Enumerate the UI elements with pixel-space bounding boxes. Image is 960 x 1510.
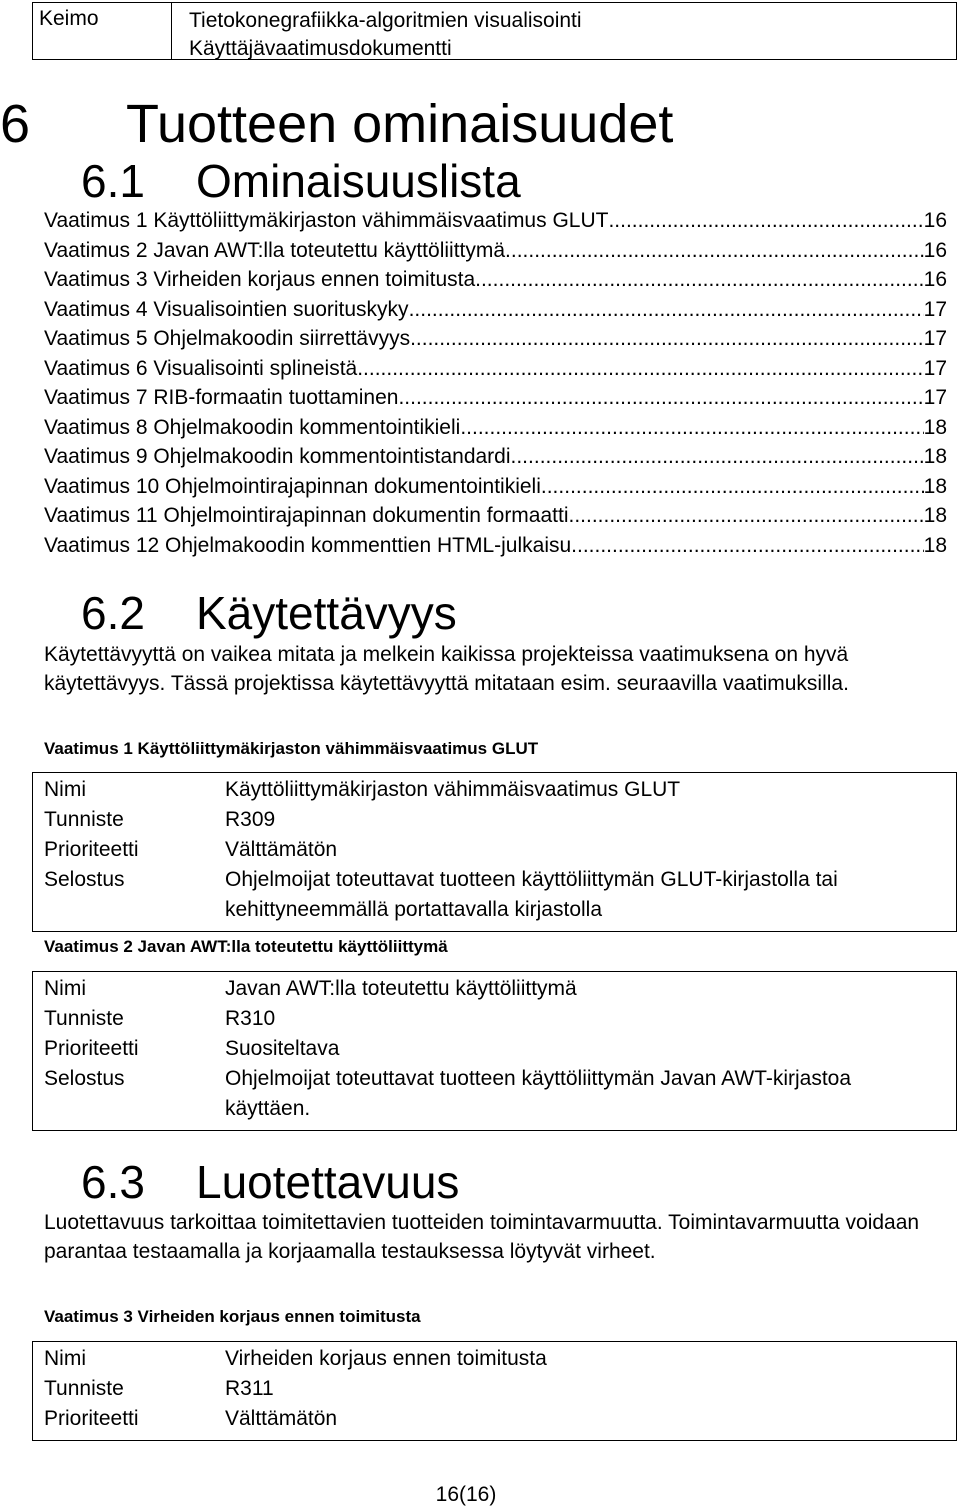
toc-entry[interactable] — [44, 442, 947, 472]
toc-entry-page: 17 — [923, 297, 947, 321]
requirement-row — [33, 1004, 956, 1034]
toc-leader-dots — [505, 236, 924, 266]
requirement-row — [33, 974, 956, 1004]
toc-entry[interactable] — [44, 265, 947, 295]
toc-leader-dots — [511, 442, 924, 472]
header-project-name: Keimo — [39, 7, 99, 30]
toc-entry-page: 18 — [923, 415, 947, 439]
toc-entry-page: 17 — [923, 386, 947, 409]
page-footer — [0, 1483, 960, 1507]
requirement-field-name: Prioriteetti — [44, 1037, 139, 1060]
toc-entry[interactable] — [44, 324, 947, 354]
toc-entry[interactable] — [44, 472, 947, 502]
toc-entry[interactable] — [44, 501, 947, 531]
toc-leader-dots — [608, 206, 923, 236]
requirement-row — [33, 1374, 956, 1404]
header-divider — [171, 3, 172, 59]
section-title: Käytettävyys — [196, 587, 457, 639]
requirement-field-name: Tunniste — [44, 1007, 124, 1030]
requirement-row — [33, 1064, 956, 1124]
section-heading-6-3 — [81, 1155, 460, 1209]
requirement-table-r310 — [32, 971, 957, 1131]
requirement-heading: Vaatimus 3 Virheiden korjaus ennen toimitusta — [44, 1307, 421, 1326]
toc-entry-page: 18 — [923, 504, 947, 527]
header-title-line2: Käyttäjävaatimusdokumentti — [189, 37, 452, 60]
requirement-field-value: Ohjelmoijat toteuttavat tuotteen käyttöliittymän GLUT-kirjastolla tai kehittyneemmällä portattavalla kirjastolla — [225, 868, 838, 921]
requirement-row — [33, 775, 956, 805]
usability-intro: Käytettävyyttä on vaikea mitata ja melkein kaikissa projekteissa vaatimuksena on hyvä käytettävyys. Tässä projektissa käytettävyyttä mitataan esim. seuraavilla vaatimuksilla. — [44, 643, 849, 695]
toc-entry-label: Vaatimus 12 Ohjelmakoodin kommenttien HTML-julkaisu — [44, 533, 572, 557]
toc-entry[interactable] — [44, 383, 947, 413]
toc-entry-label: Vaatimus 9 Ohjelmakoodin kommentointistandardi — [44, 445, 511, 468]
requirement-field-name: Nimi — [44, 778, 86, 801]
requirement-table-r311 — [32, 1341, 957, 1441]
toc-entry-page: 18 — [923, 445, 947, 468]
section-title: Ominaisuuslista — [196, 155, 521, 207]
toc-entry-page: 16 — [923, 268, 947, 291]
requirement-row — [33, 865, 956, 925]
header-title-line1: Tietokonegrafiikka-algoritmien visualisointi — [189, 9, 582, 32]
toc-entry-label: Vaatimus 4 Visualisointien suorituskyky — [44, 297, 409, 321]
toc-entry[interactable] — [44, 295, 947, 325]
requirement-field-value: R311 — [225, 1377, 274, 1400]
requirement-heading: Vaatimus 2 Javan AWT:lla toteutettu käyttöliittymä — [44, 937, 448, 956]
header-document-title — [189, 7, 582, 63]
toc-entry[interactable] — [44, 413, 947, 443]
toc-leader-dots — [409, 295, 924, 325]
requirement-field-name: Selostus — [44, 868, 125, 891]
requirement-row — [33, 1404, 956, 1434]
toc-entry-page: 17 — [923, 356, 947, 380]
toc-entry-label: Vaatimus 3 Virheiden korjaus ennen toimitusta — [44, 268, 476, 291]
toc-entry-label: Vaatimus 7 RIB-formaatin tuottaminen — [44, 386, 399, 409]
requirement-row — [33, 805, 956, 835]
toc-entry-label: Vaatimus 1 Käyttöliittymäkirjaston vähimmäisvaatimus GLUT — [44, 209, 609, 232]
requirement-heading: Vaatimus 1 Käyttöliittymäkirjaston vähimmäisvaatimus GLUT — [44, 739, 539, 758]
chapter-number: 6 — [0, 94, 31, 154]
requirement-field-name: Nimi — [44, 977, 86, 1000]
reliability-intro: Luotettavuus tarkoittaa toimitettavien tuotteiden toimintavarmuutta. Toimintavarmuutta voidaan parantaa testaamalla ja korjaamalla testauksessa löytyvät virheet. — [44, 1211, 920, 1263]
toc-entry-label: Vaatimus 6 Visualisointi splineistä — [44, 356, 358, 380]
requirement-field-value: R309 — [225, 808, 276, 831]
toc-leader-dots — [571, 531, 923, 561]
toc-entry[interactable] — [44, 531, 947, 561]
toc-entry[interactable] — [44, 236, 947, 266]
toc-leader-dots — [410, 324, 924, 354]
section-number: 6.2 — [81, 587, 145, 639]
toc-entry[interactable] — [44, 354, 947, 384]
requirement-field-value: Ohjelmoijat toteuttavat tuotteen käyttöliittymän Javan AWT-kirjastoa käyttäen. — [225, 1067, 852, 1120]
requirement-field-value: Välttämätön — [225, 1407, 338, 1430]
page-header — [32, 2, 957, 60]
toc-entry-label: Vaatimus 8 Ohjelmakoodin kommentointikieli — [44, 415, 461, 439]
toc-leader-dots — [541, 472, 924, 502]
toc-leader-dots — [569, 501, 924, 531]
requirement-field-value: R310 — [225, 1007, 276, 1030]
toc-entry-page: 17 — [923, 327, 947, 350]
requirement-table-r309 — [32, 772, 957, 932]
requirement-field-value: Välttämätön — [225, 838, 338, 861]
requirement-field-value: Käyttöliittymäkirjaston vähimmäisvaatimus GLUT — [225, 778, 681, 801]
requirement-field-name: Prioriteetti — [44, 838, 139, 861]
chapter-title: Tuotteen ominaisuudet — [126, 94, 674, 154]
toc-entry[interactable] — [44, 206, 947, 236]
table-of-contents — [44, 206, 947, 560]
section-heading-6-1 — [81, 154, 521, 208]
toc-entry-page: 16 — [923, 209, 947, 232]
requirement-field-value: Virheiden korjaus ennen toimitusta — [225, 1347, 547, 1370]
requirement-field-name: Tunniste — [44, 808, 124, 831]
requirement-field-name: Prioriteetti — [44, 1407, 139, 1430]
toc-leader-dots — [460, 413, 923, 443]
requirement-field-value: Suositeltava — [225, 1037, 340, 1060]
requirement-field-value: Javan AWT:lla toteutettu käyttöliittymä — [225, 977, 577, 1000]
requirement-field-name: Nimi — [44, 1347, 86, 1370]
toc-entry-page: 18 — [923, 474, 947, 498]
requirement-field-name: Selostus — [44, 1067, 125, 1090]
toc-entry-page: 16 — [923, 238, 947, 262]
toc-entry-label: Vaatimus 11 Ohjelmointirajapinnan dokumentin formaatti — [44, 504, 569, 527]
section-number: 6.1 — [81, 155, 145, 207]
toc-entry-label: Vaatimus 2 Javan AWT:lla toteutettu käyttöliittymä — [44, 238, 506, 262]
toc-leader-dots — [357, 354, 923, 384]
section-number: 6.3 — [81, 1156, 145, 1208]
toc-leader-dots — [475, 265, 924, 295]
requirement-field-name: Tunniste — [44, 1377, 124, 1400]
toc-entry-label: Vaatimus 5 Ohjelmakoodin siirrettävyys — [44, 327, 411, 350]
requirement-row — [33, 1034, 956, 1064]
requirement-row — [33, 1344, 956, 1374]
page-number: 16(16) — [435, 1483, 497, 1506]
toc-entry-label: Vaatimus 10 Ohjelmointirajapinnan dokumentointikieli — [44, 474, 541, 498]
section-title: Luotettavuus — [196, 1156, 460, 1208]
toc-entry-page: 18 — [923, 533, 947, 557]
requirement-row — [33, 835, 956, 865]
toc-leader-dots — [398, 383, 923, 413]
section-heading-6-2 — [81, 586, 457, 640]
